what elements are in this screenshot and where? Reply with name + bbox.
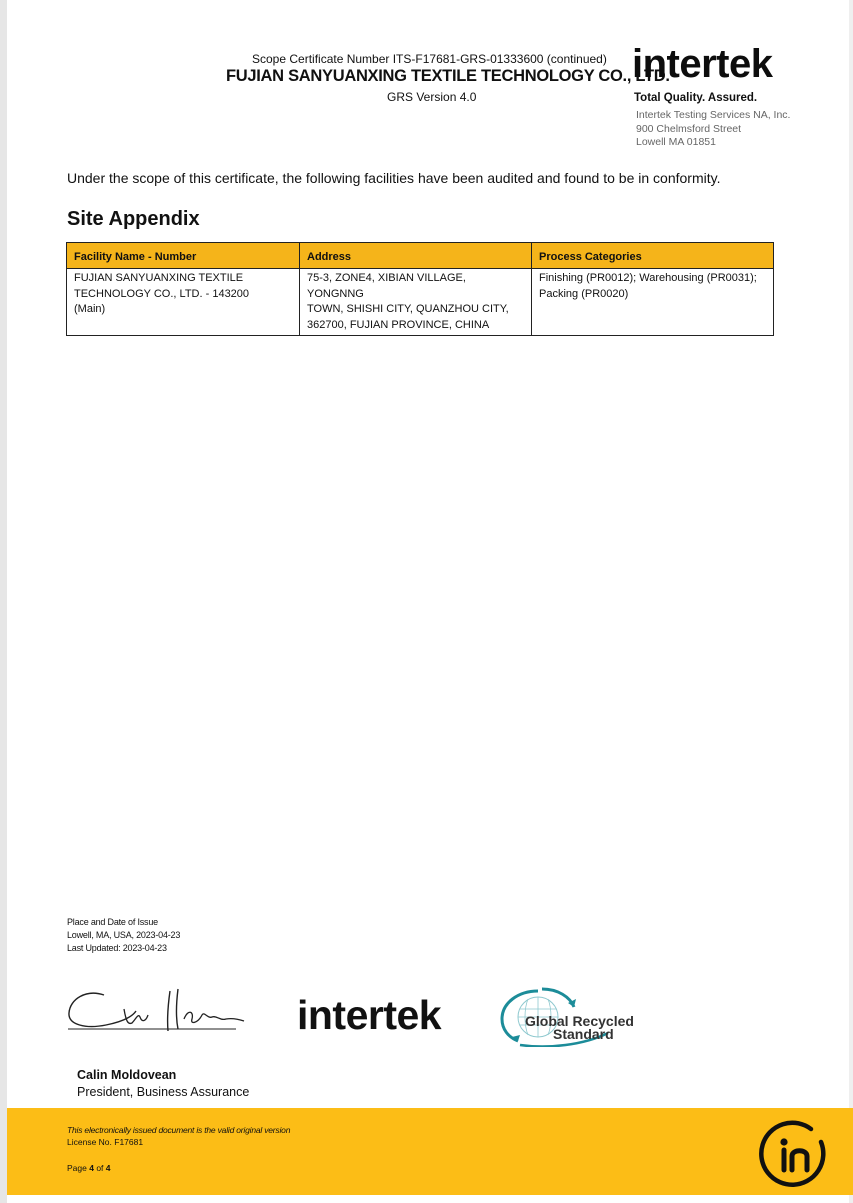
intertek-address — [636, 109, 790, 150]
address-cell — [300, 269, 532, 336]
table-header-row — [67, 243, 774, 269]
cell-line: Packing (PR0020) — [539, 287, 629, 300]
cell-line: TECHNOLOGY CO., LTD. - 143200 — [74, 287, 250, 300]
grs-logo-line2: Standard — [553, 1026, 614, 1042]
column-header-process: Process Categories — [532, 243, 774, 269]
intertek-tagline: Total Quality. Assured. — [634, 92, 758, 104]
last-updated: Last Updated: 2023-04-23 — [67, 943, 167, 953]
scope-certificate-number: Scope Certificate Number ITS-F17681-GRS-01333600 (continued) — [252, 52, 607, 66]
signer-name: Calin Moldovean — [77, 1068, 177, 1082]
page-indicator — [67, 1163, 111, 1173]
facility-cell — [67, 269, 300, 336]
site-appendix-title: Site Appendix — [67, 208, 200, 230]
cell-line: TOWN, SHISHI CITY, QUANZHOU CITY, — [307, 303, 509, 315]
cell-line: Finishing (PR0012); Warehousing (PR0031); — [539, 272, 757, 284]
intertek-emblem-icon — [759, 1120, 829, 1190]
address-line: Lowell MA 01851 — [636, 136, 716, 148]
table-row — [67, 269, 774, 336]
company-name: FUJIAN SANYUANXING TEXTILE TECHNOLOGY CO., LTD. — [226, 67, 670, 85]
page-total: 4 — [105, 1163, 111, 1173]
handwritten-signature — [66, 985, 246, 1037]
footer-bar — [7, 1108, 853, 1195]
cell-line: 362700, FUJIAN PROVINCE, CHINA — [307, 318, 490, 331]
column-header-address: Address — [300, 243, 532, 269]
grs-logo-line1: Global Recycled — [525, 1013, 634, 1029]
footer-validity-note: This electronically issued document is the valid original version — [67, 1125, 291, 1135]
page-current: 4 — [89, 1163, 94, 1173]
issue-place-date: Lowell, MA, USA, 2023-04-23 — [67, 930, 181, 940]
signer-title: President, Business Assurance — [77, 1085, 250, 1099]
footer-license: License No. F17681 — [67, 1137, 144, 1147]
page-right-edge — [849, 0, 853, 1203]
cell-line: (Main) — [74, 303, 106, 315]
column-header-facility: Facility Name - Number — [67, 243, 300, 269]
process-cell — [532, 269, 774, 336]
intertek-logo-signature-area: intertek — [297, 992, 442, 1038]
intertek-logo: intertek — [632, 42, 773, 86]
page-sep: of — [93, 1163, 106, 1173]
issue-info — [67, 916, 180, 955]
page-left-edge — [0, 0, 7, 1203]
grs-version: GRS Version 4.0 — [387, 90, 477, 104]
cell-line: 75-3, ZONE4, XIBIAN VILLAGE, YONGNNG — [307, 272, 466, 300]
page-prefix: Page — [67, 1163, 90, 1173]
address-line: 900 Chelmsford Street — [636, 122, 742, 135]
intro-statement: Under the scope of this certificate, the following facilities have been audited and found to be in conformity. — [67, 170, 721, 186]
site-appendix-table — [66, 242, 774, 336]
address-line: Intertek Testing Services NA, Inc. — [636, 109, 791, 121]
cell-line: FUJIAN SANYUANXING TEXTILE — [74, 272, 244, 284]
issue-label: Place and Date of Issue — [67, 917, 158, 927]
